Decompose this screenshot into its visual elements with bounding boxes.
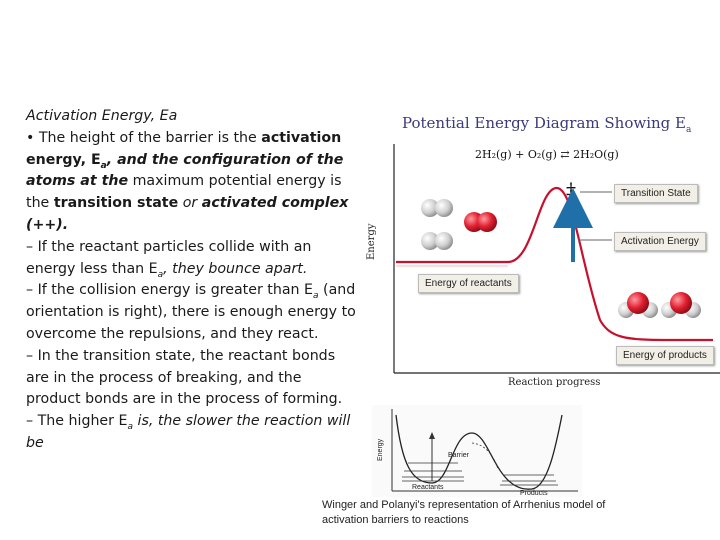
potential-energy-diagram	[368, 110, 720, 400]
callout-activation-energy: Activation Energy	[614, 232, 706, 251]
callout-energy-of-reactants: Energy of reactants	[418, 274, 519, 293]
dash-line-1	[26, 237, 358, 281]
sketch-y-axis-label: Energy	[377, 438, 384, 461]
dash-line-2	[26, 280, 358, 345]
bullet-part2: , and the configuration of the atoms at the	[26, 151, 344, 190]
y-axis-label: Energy	[366, 223, 377, 260]
x-axis-label: Reaction progress	[508, 377, 601, 388]
line2-sub: a	[313, 291, 319, 302]
barrier-sketch-graphics	[372, 405, 582, 497]
transition-state-symbol: ‡	[566, 178, 576, 202]
line2-a: If the collision energy is greater than E	[37, 282, 313, 299]
bullet-paragraph	[26, 128, 358, 237]
h2o-molecule-1	[618, 292, 658, 318]
bullet-bold2: transition state	[53, 195, 179, 212]
bullet-part5: (++).	[26, 216, 69, 233]
line4-b: is, the slower the reaction will be	[26, 413, 351, 451]
line4-sub: a	[127, 421, 133, 432]
bullet-part4: or	[182, 195, 198, 212]
line1-a: If the reactant particles collide with an energy less than E	[26, 238, 312, 277]
h2-molecule-2	[421, 232, 453, 250]
dash-line-3	[26, 346, 358, 411]
dash-mark: –	[26, 282, 34, 299]
dash-mark: –	[26, 413, 34, 430]
barrier-sketch	[372, 405, 582, 497]
diagram-title-text: Potential Energy Diagram Showing E	[402, 114, 686, 132]
bullet-bold1: activation energy, E	[26, 129, 342, 168]
callout-transition-state: Transition State	[614, 184, 698, 203]
bullet-part1: The height of the barrier is the	[38, 129, 257, 146]
diagram-title-sub: a	[685, 125, 692, 135]
line1-b: , they bounce apart.	[163, 260, 308, 277]
o2-molecule	[464, 212, 497, 232]
bullet-bold1-sub: a	[100, 160, 107, 171]
line1-sub: a	[157, 269, 164, 280]
line4-a: The higher E	[37, 413, 128, 430]
line3: In the transition state, the reactant bonds are in the process of breaking, and the product bonds are in the process of forming.	[26, 347, 343, 408]
dash-mark: –	[26, 238, 34, 255]
bullet-bold3: activated complex	[201, 195, 349, 212]
dash-line-4	[26, 411, 358, 455]
dash-mark: –	[26, 347, 34, 364]
sketch-products-label: Products	[520, 490, 548, 497]
heading: Activation Energy, Ea	[26, 108, 178, 124]
explanation-text	[26, 106, 358, 455]
sketch-barrier-label: Barrier	[448, 452, 470, 459]
callout-energy-of-products: Energy of products	[616, 346, 714, 365]
bullet-mark: •	[26, 129, 35, 146]
reaction-equation: 2H₂(g) + O₂(g) ⇄ 2H₂O(g)	[475, 148, 619, 161]
bullet-part3: maximum potential energy is the	[26, 173, 342, 212]
h2o-molecule-2	[661, 292, 701, 318]
line2-b: (and orientation is right), there is enough energy to overcome the repulsions, and they react.	[26, 282, 356, 342]
sketch-reactants-label: Reactants	[412, 484, 444, 491]
figure-caption: Winger and Polanyi's representation of Arrhenius model of activation barriers to reactions	[322, 499, 606, 526]
h2-molecule-1	[421, 199, 453, 217]
